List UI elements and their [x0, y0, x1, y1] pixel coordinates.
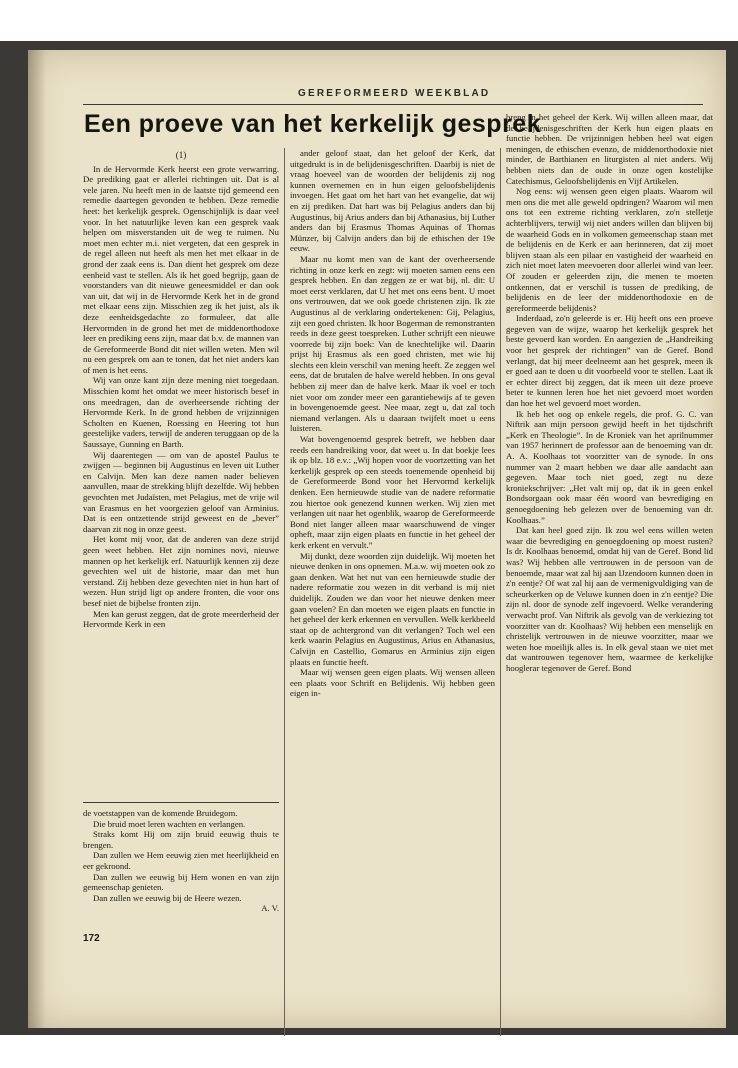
running-header: GEREFORMEERD WEEKBLAD	[298, 88, 491, 99]
column-divider-rule	[83, 802, 279, 803]
paragraph: Maar nu komt men van de kant der overheersende richting in onze kerk en zegt: wij moeten samen eens een gesprek hebben. En dan zeggen ze er wat bij, nl. dit: U moet eerst verklaren, dat U het met ons eens bent. U moet ons vertrouwen, dat we ook goede christenen zijn. Ik zie Augustinus al de verklaring ondertekenen: Gij, Pelagius, zijt een goed christen. Ik hoor Bogerman de remonstranten reeds in deze geest toespreken. Luther schrijft een nieuwe voorrede bij zijn boek: Van de knechtelijke wil. Daarin prijst hij Erasmus als een goed christen, met wie hij slechts een klein verschil van mening heeft. Ze zeggen wel eens, dat de brutalen de halve wereld hebben. In ons geval hebben zij meer dan de halve kerk. Maar ik voel er toch niet voor om zonder meer een garantiebewijs af te geven in bovengenoemde geest. Nee maar, zegt u, dat zal toch niemand verlangen. Als u daaraan twijfelt moet u eens luisteren.	[290, 253, 495, 434]
newspaper-page	[28, 50, 726, 1028]
column-1	[83, 148, 279, 798]
paragraph: Dan zullen we eeuwig bij Hem wonen en van zijn gemeenschap genieten.	[83, 871, 279, 893]
article-title: Een proeve van het kerkelijk gesprek	[84, 110, 542, 138]
paragraph: Dat kan heel goed zijn. Ik zou wel eens willen weten waar die bevrediging en genoegdoening op moest rusten? Is dr. Koolhaas benoemd, omdat hij van de Geref. Bond lid was? Wij hebben alle vertrouwen in de persoon van de benoemde, maar wat zal hij aan IJzendoorn kunnen doen in z'n eentje? Of wat zal hij aan de vermenigvuldiging van de scheurkerken op de Veluwe kunnen doen in z'n eentje? Die zijn nl. door de synode zelf ingevoerd. Welke verandering verwacht prof. Van Niftrik als gevolg van de verkiezing tot voorzitter van dr. Koolhaas? Wij hebben een menselijk en christelijk vertrouwen in de nieuwe voorzitter, maar we weten hoe moeilijk alles is. In elk geval staan we niet met dat wantrouwen tegenover hem, waarmee de kerkelijke hooglerar tegenover de Geref. Bond	[506, 525, 713, 673]
paragraph: Die bruid moet leren wachten en verlangen.	[93, 818, 246, 829]
page-number: 172	[83, 933, 100, 944]
paragraph: In de Hervormde Kerk heerst een grote verwarring. De prediking gaat er allerlei richtingen uit. Dat is al vele jaren. Nu heeft men in de laatste tijd gemeend een remedie daartegen gevonden te hebben. Deze remedie heet: het kerkelijk gesprek. Ogenschijnlijk is daar veel voor. In het natuurlijke leven kan een gesprek vaak helpen om misverstanden uit de weg te ruimen. Nu moet men echter m.i. niet vergeten, dat een gesprek in de regel alleen nut heeft als men het met elkaar in de grond der zaak eens is. Dan dient het gesprek om deze eenheid vast te stellen. Als ik het goed begrijp, gaan de voorstanders van dit nieuwe geneesmiddel er dan ook van uit, dat wij in de Hervormde Kerk het in de grond met elkaar eens zijn. Misschien zeg ik het juist, als ik deze eenheidsgedachte zo formuleer, dat alle Hervormden in de grond het met de middenorthodoxe leer en prediking eens zijn, maar dat b.v. de mannen van de Gereformeerde Bond dit niet willen weten. Men wil nu een gesprek om aan te tonen, dat het niet anders kan of men is het eens.	[83, 163, 279, 375]
paragraph: Nog eens: wij wensen geen eigen plaats. Waarom wil men ons die met alle geweld opdringen? Waarom wil men ons tot een extreme richting verklaren, zo'n stelletje achterblijvers, terwijl wij niet anders willen dan blijven bij de waarheid Gods en in volkomen gemeenschap staan met de belijdenis en de Kerk er aan herinneren, dat zij moet blijven staan als een pilaar en vastigheid der waarheid en zich niet moet laten meevoeren door allerlei wind van leer. Of zouden er geleerden zijn, die menen te moeten ontkennen, dat er verschil is tussen de prediking, de belijdenis en de leer der middenorthodoxie en de gereformeerde belijdenis?	[506, 186, 713, 313]
header-rule	[83, 104, 703, 105]
paragraph: Wat bovengenoemd gesprek betreft, we hebben daar reeds een handreiking voor, dat weet u. In dat boekje lees ik op blz. 18 e.v.: „Wij hopen voor de voortzetting van het kerkelijk gesprek op een steeds toenemende openheid bij de Gereformeerde Bond voor het Hervormd kerkelijk denken. Een hernieuwde studie van de nadere reformatie zou hiertoe ook genezend kunnen werken. Wij zien met verlangen uit naar het ogenblik, waarop de Gereformeerde Bond niet langer alleen maar waarschuwend de vinger opheft, maar zijn eigen plaats en functie in het geheel der kerk erkent en vervult.”	[290, 434, 495, 550]
section-number: (1)	[175, 150, 187, 160]
paragraph: Wij van onze kant zijn deze mening niet toegedaan. Misschien komt het omdat we meer historisch besef in ons meedragen, dan de overheersende richting der Hervormde Kerk. In de grond hebben de vrijzinnigen Scholten en Kuenen, Roessing en Heering tot hun geestelijke vaders, terwijl de anderen teruggaan op de la Saussaye, Gunning en Barth.	[83, 375, 279, 450]
paragraph: Mij dunkt, deze woorden zijn duidelijk. Wij moeten het nieuwe denken in ons opnemen. M.a.w. wij moeten ook zo gaan denken. Wat het nut van een hernieuwde studie der nadere reformatie zou wezen in dit verband is mij niet duidelijk. Zouden we dan voor het nieuwe denken meer gaan voelen? En dan moeten we eigen plaats en functie in het geheel der kerk erkennen en vervullen. Welk kerkbeeld staat op de achtergrond van dit verlangen? Toch wel een kerk waarin Pelagius en Augustinus, Arius en Athanasius, Calvijn en Castellio, Gomarus en Arminius zijn eigen plaats en functie heeft.	[290, 550, 495, 667]
paragraph: ander geloof staat, dan het geloof der Kerk, dat uitgedrukt is in de belijdenisgeschriften. Daarbij is niet de vraag hoeveel van de woorden der belijdenis zij nog kunnen overnemen en in hun eigen geloofsbelijdenis invoegen. Het gaat om het hart van het evangelie, dat wij en zij prediken. Dat hart was bij Pelagius anders dan bij Augustinus, bij Arius anders dan bij Athanasius, bij Luther anders dan bij Erasmus Thomas Aquinas of Thomas Münzer, bij Calvijn anders dan bij de ethischen der 19e eeuw.	[290, 148, 495, 254]
column-separator	[284, 148, 285, 1036]
paragraph: Maar wij wensen geen eigen plaats. Wij wensen alleen een plaats voor Schrift en Belijdenis. Wij hebben geen eigen in-	[290, 667, 495, 699]
column-2	[290, 148, 495, 1036]
paragraph: Straks komt Hij om zijn bruid eeuwig thuis te brengen.	[83, 829, 279, 850]
column-separator	[500, 148, 501, 1036]
paragraph: breng in het geheel der Kerk. Wij willen alleen maar, dat de belijdenisgeschriften der Kerk hun eigen plaats en functie hebben. De vrijzinnigen hebben heel wat eigen meningen, de ethischen evenzo, de middenorthodoxie niet minder, de Barthianen en liturgisten al niet anders. Wij hebben niets dan de oude in onze ogen kostelijke Catechismus, Geloofsbelijdenis en Vijf Artikelen.	[506, 112, 713, 186]
paragraph: de voetstappen van de komende Bruidegom.	[83, 808, 238, 818]
paragraph: Dan zullen we eeuwig bij de Heere wezen.	[93, 892, 242, 903]
column-1-previous-article-end	[83, 808, 279, 914]
paragraph: Men kan gerust zeggen, dat de grote meerderheid der Hervormde Kerk in een	[83, 608, 279, 630]
column-3	[506, 112, 713, 1036]
paragraph: Dan zullen we Hem eeuwig zien met heerlijkheid en eer gekroond.	[83, 850, 279, 871]
paragraph: Het komt mij voor, dat de anderen van deze strijd geen weet hebben. Het zijn nomines novi, nieuwe mannen op het kerkelijk erf. Natuurlijk kennen zij deze gevechten wel uit de historie, maar dan met hun verstand. Zij hebben deze gevechten niet in hun hart of wezen. Hun strijd ligt op andere fronten, die voor ons besef niet de bijbelse fronten zijn.	[83, 534, 279, 608]
paragraph: Wij daarentegen — om van de apostel Paulus te zwijgen — beginnen bij Augustinus en leven uit Luther en Calvijn. Men kan deze namen nader believen aanvullen, maar de strekking blijft dezelfde. Wij hebben gevochten met Judaïsten, met Pelagius, met de vrije wil van Erasmus en het voorgezien geloof van Arminius. Dat is een ontzettende strijd geweest en de „bever” daarvan zit nog in onze geest.	[83, 449, 279, 534]
paragraph: Ik heb het oog op enkele regels, die prof. G. C. van Niftrik aan mijn persoon gewijd heeft in het tijdschrift „Kerk en Theologie”. In de Kroniek van het aprilnummer van 1957 herinnert de professor aan de benoeming van dr. A. A. Koolhaas tot voorzitter van de synode. In ons nummer van 2 maart hebben we daar alle aandacht aan gegeven. Maar toch niet goed, zegt nu deze kroniekschrijver: „Het valt mij op, dat ik in geen enkel Bondsorgaan ook maar één woord van bevrediging en genoegdoening heb gelezen over de benoeming van dr. Koolhaas.”	[506, 408, 713, 525]
paragraph: Inderdaad, zo'n geleerde is er. Hij heeft ons een proeve gegeven van de wijze, waarop het kerkelijk gesprek het beste gevoerd kan worden. En aangezien de „Handreiking voor het gesprek der richtingen” van de Geref. Bond verlangt, dat hij meer deelneemt aan het gesprek, meen ik er goed aan te doen u dit voorbeeld voor te stellen. Laat ik er echter direct bij zeggen, dat ik meen uit deze proeve beter te kunnen leren hoe het niet gevoerd moet worden dan hoe het wel gevoerd moet worden.	[506, 313, 713, 409]
signature: A. V.	[261, 903, 279, 914]
